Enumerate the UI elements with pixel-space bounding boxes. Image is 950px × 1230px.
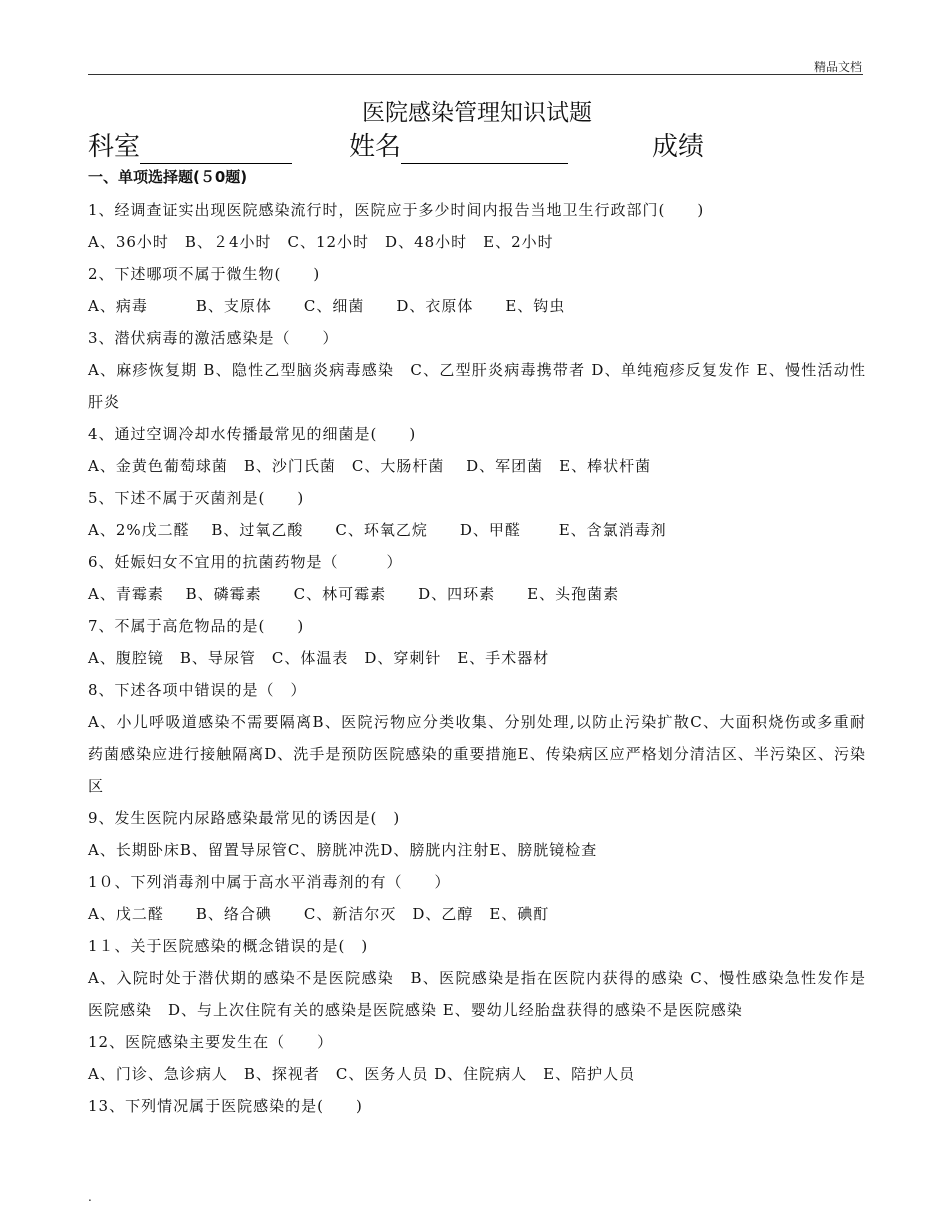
exam-page xyxy=(88,96,866,1122)
question-options: A、门诊、急诊病人 B、探视者 C、医务人员 D、住院病人 E、陪护人员 xyxy=(88,1065,636,1083)
footer-dot: . xyxy=(88,1190,92,1204)
question-list xyxy=(88,194,866,1122)
question-text: 4、通过空调冷却水传播最常见的细菌是( ) xyxy=(88,425,417,443)
header-rule xyxy=(88,74,863,75)
question-item xyxy=(88,546,866,610)
dept-label: 科室 xyxy=(88,132,141,162)
question-options: A、小儿呼吸道感染不需要隔离B、医院污物应分类收集、分别处理,以防止污染扩散C、大面积烧伤或多重耐药菌感染应进行接触隔离D、洗手是预防医院感染的重要措施E、传染病区应严格划分清洁区、半污染区、污染区 xyxy=(88,713,866,795)
question-text: 7、不属于高危物品的是( ) xyxy=(88,617,305,635)
name-label: 姓名 xyxy=(349,132,402,162)
question-options: A、青霉素 B、磷霉素 C、林可霉素 D、四环素 E、头孢菌素 xyxy=(88,585,620,603)
question-item xyxy=(88,1090,866,1122)
question-item xyxy=(88,866,866,930)
question-item xyxy=(88,610,866,674)
question-options: A、病毒 B、支原体 C、细菌 D、衣原体 E、钩虫 xyxy=(88,297,566,315)
question-item xyxy=(88,258,866,322)
question-text: 1０、下列消毒剂中属于高水平消毒剂的有（ ） xyxy=(88,873,451,891)
question-options: A、麻疹恢复期 B、隐性乙型脑炎病毒感染 C、乙型肝炎病毒携带者 D、单纯疱疹反复发作 E、慢性活动性肝炎 xyxy=(88,361,866,411)
question-item xyxy=(88,322,866,418)
question-text: 13、下列情况属于医院感染的是( ) xyxy=(88,1097,363,1115)
header-watermark-text: 精品文档 xyxy=(813,60,862,74)
question-text: 6、妊娠妇女不宜用的抗菌药物是（ ） xyxy=(88,553,403,571)
info-row xyxy=(88,130,866,164)
question-options: A、长期卧床B、留置导尿管C、膀胱冲洗D、膀胱内注射E、膀胱镜检查 xyxy=(88,841,598,859)
question-item xyxy=(88,674,866,802)
question-options: A、腹腔镜 B、导尿管 C、体温表 D、穿刺针 E、手术器材 xyxy=(88,649,550,667)
question-text: 12、医院感染主要发生在（ ） xyxy=(88,1033,334,1051)
dept-blank[interactable] xyxy=(140,135,292,164)
question-item xyxy=(88,802,866,866)
question-options: A、金黄色葡萄球菌 B、沙门氏菌 C、大肠杆菌 D、军团菌 E、棒状杆菌 xyxy=(88,457,652,475)
question-options: A、入院时处于潜伏期的感染不是医院感染 B、医院感染是指在医院内获得的感染 C、慢性感染急性发作是医院感染 D、与上次住院有关的感染是医院感染 E、婴幼儿经胎盘获得的感染不是医院感染 xyxy=(88,969,866,1019)
question-options: A、2%戊二醛 B、过氧乙酸 C、环氧乙烷 D、甲醛 E、含氯消毒剂 xyxy=(88,521,667,539)
question-text: 1１、关于医院感染的概念错误的是( ) xyxy=(88,937,369,955)
question-item xyxy=(88,482,866,546)
question-text: 8、下述各项中错误的是（ ） xyxy=(88,681,307,699)
question-text: 9、发生医院内尿路感染最常见的诱因是( ) xyxy=(88,809,401,827)
page-title: 医院感染管理知识试题 xyxy=(362,100,592,126)
question-item xyxy=(88,1026,866,1090)
name-blank[interactable] xyxy=(401,135,568,164)
score-label: 成绩 xyxy=(652,132,705,162)
question-text: 2、下述哪项不属于微生物( ) xyxy=(88,265,321,283)
question-options: A、36小时 B、２4小时 C、12小时 D、48小时 E、2小时 xyxy=(88,233,554,251)
question-item xyxy=(88,930,866,1026)
question-text: 5、下述不属于灭菌剂是( ) xyxy=(88,489,305,507)
question-item xyxy=(88,418,866,482)
question-text: 3、潜伏病毒的激活感染是（ ） xyxy=(88,329,339,347)
section-heading: 一、单项选择题(５0题) xyxy=(88,168,248,186)
question-options: A、戊二醛 B、络合碘 C、新洁尔灭 D、乙醇 E、碘酊 xyxy=(88,905,550,923)
question-item xyxy=(88,194,866,258)
question-text: 1、经调查证实出现医院感染流行时，医院应于多少时间内报告当地卫生行政部门( ) xyxy=(88,201,705,219)
